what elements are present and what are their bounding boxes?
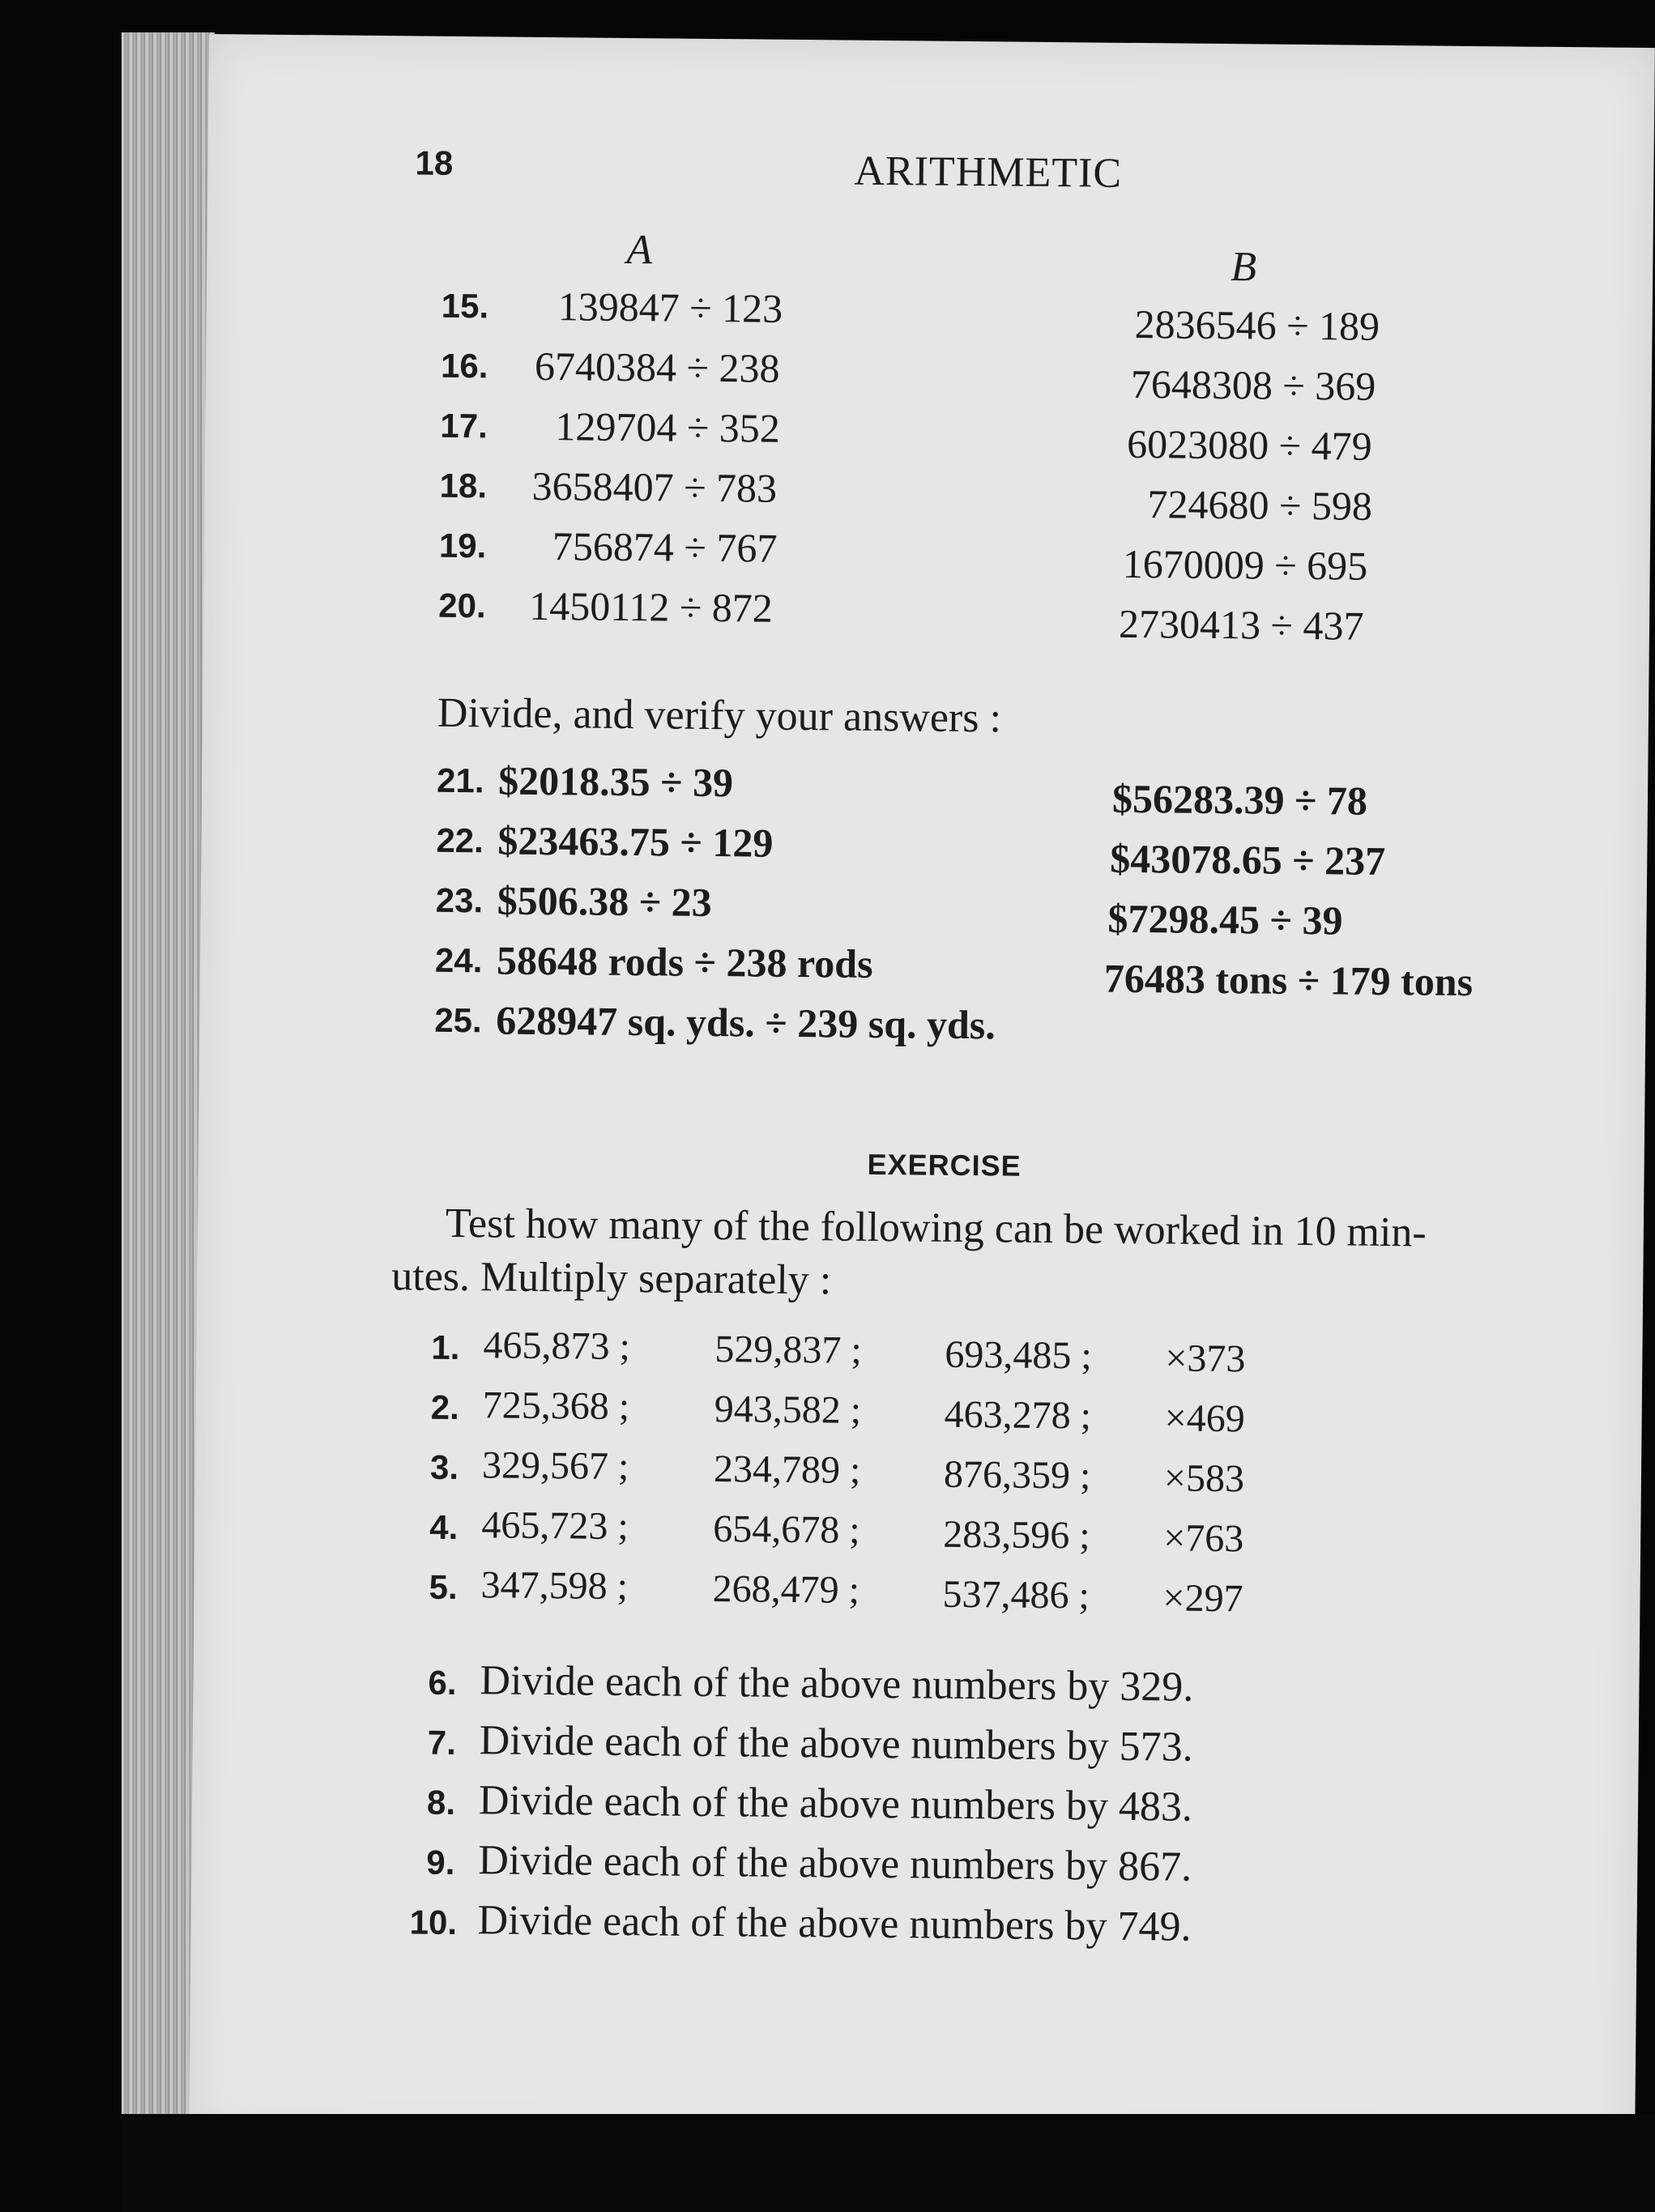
row-number: 3. [429, 1447, 459, 1487]
divide-instruction: Divide each of the above numbers by 749. [477, 1897, 1192, 1950]
multiplicand: 283,596 ; [943, 1512, 1090, 1558]
problem-b: $7298.45 ÷ 39 [1107, 895, 1343, 944]
problem-number: 22. [436, 820, 484, 860]
multiplicand: 654,678 ; [713, 1507, 860, 1552]
problem-a: $506.38 ÷ 23 [497, 877, 712, 926]
multiplicand: 347,598 ; [480, 1563, 629, 1609]
problem-b: 7648308 ÷ 369 [1130, 360, 1376, 409]
problem-number: 23. [435, 880, 484, 920]
exercise-heading: EXERCISE [867, 1147, 1022, 1183]
book-page [189, 34, 1655, 2154]
divide-instruction: Divide each of the above numbers by 329. [480, 1657, 1194, 1711]
problem-a: 1450112 ÷ 872 [528, 582, 774, 631]
problem-b: $56283.39 ÷ 78 [1111, 775, 1368, 824]
verify-heading: Divide, and verify your answers : [437, 689, 1002, 742]
problem-number: 16. [440, 346, 488, 386]
page-number: 18 [415, 143, 454, 182]
problem-a: 3658407 ÷ 783 [531, 462, 778, 511]
problem-a: $2018.35 ÷ 39 [497, 757, 734, 806]
problem-number: 24. [434, 940, 483, 980]
problem-b: 1670009 ÷ 695 [1122, 540, 1368, 589]
row-number: 5. [429, 1567, 458, 1607]
problem-a: $23463.75 ÷ 129 [497, 817, 774, 866]
multiplier: ×763 [1162, 1516, 1244, 1561]
row-number: 6. [428, 1663, 457, 1703]
multiplier: ×297 [1162, 1576, 1243, 1621]
multiplicand: 268,479 ; [712, 1567, 860, 1612]
row-number: 2. [430, 1387, 459, 1427]
problem-b: $43078.65 ÷ 237 [1110, 835, 1386, 884]
problem-b: 2730413 ÷ 437 [1118, 600, 1364, 649]
divide-instruction: Divide each of the above numbers by 483. [478, 1777, 1193, 1831]
problem-number: 18. [439, 466, 488, 505]
divide-instruction: Divide each of the above numbers by 573. [479, 1717, 1193, 1771]
row-number: 4. [429, 1507, 459, 1547]
multiplicand: 943,582 ; [714, 1387, 862, 1432]
row-number: 8. [426, 1783, 456, 1822]
multiplier: ×583 [1163, 1456, 1245, 1501]
page-title: ARITHMETIC [854, 147, 1123, 197]
multiplicand: 876,359 ; [943, 1452, 1091, 1498]
problem-b: 6023080 ÷ 479 [1126, 420, 1372, 469]
problem-a: 129704 ÷ 352 [555, 403, 781, 451]
problem-number: 20. [438, 586, 486, 625]
multiplicand: 693,485 ; [945, 1332, 1092, 1378]
problem-number: 19. [438, 526, 487, 565]
problem-b: 76483 tons ÷ 179 tons [1103, 955, 1474, 1005]
scan-bottom-border [122, 2114, 1655, 2212]
multiplier: ×373 [1165, 1336, 1246, 1381]
exercise-intro-line1: Test how many of the following can be worked in 10 min- [445, 1200, 1427, 1256]
multiplicand: 463,278 ; [944, 1392, 1092, 1438]
problem-a: 139847 ÷ 123 [557, 283, 783, 331]
row-number: 9. [426, 1843, 455, 1882]
problem-a: 58648 rods ÷ 238 rods [496, 937, 873, 987]
problem-a: 756874 ÷ 767 [552, 523, 778, 571]
row-number: 7. [427, 1723, 457, 1762]
problem-number: 17. [440, 406, 488, 445]
multiplier: ×469 [1164, 1396, 1245, 1441]
divide-instruction: Divide each of the above numbers by 867. [478, 1837, 1192, 1890]
multiplicand: 725,368 ; [482, 1383, 630, 1429]
problem-b: 2836546 ÷ 189 [1134, 300, 1380, 349]
row-number: 10. [409, 1903, 458, 1942]
multiplicand: 234,789 ; [713, 1447, 861, 1492]
problem-a: 6740384 ÷ 238 [534, 343, 780, 391]
column-b-header: B [1231, 244, 1257, 291]
exercise-intro-line2: utes. Multiply separately : [391, 1253, 832, 1304]
multiplicand: 537,486 ; [942, 1572, 1090, 1617]
problem-number: 15. [441, 286, 489, 326]
problem-a: 628947 sq. yds. ÷ 239 sq. yds. [496, 997, 996, 1048]
multiplicand: 465,723 ; [481, 1503, 629, 1549]
multiplicand: 329,567 ; [481, 1443, 629, 1489]
row-number: 1. [431, 1328, 460, 1367]
problem-number: 25. [434, 1000, 482, 1040]
multiplicand: 465,873 ; [483, 1323, 631, 1369]
multiplicand: 529,837 ; [714, 1328, 863, 1372]
problem-b: 724680 ÷ 598 [1147, 481, 1373, 529]
column-a-header: A [626, 226, 653, 274]
problem-number: 21. [436, 761, 484, 800]
